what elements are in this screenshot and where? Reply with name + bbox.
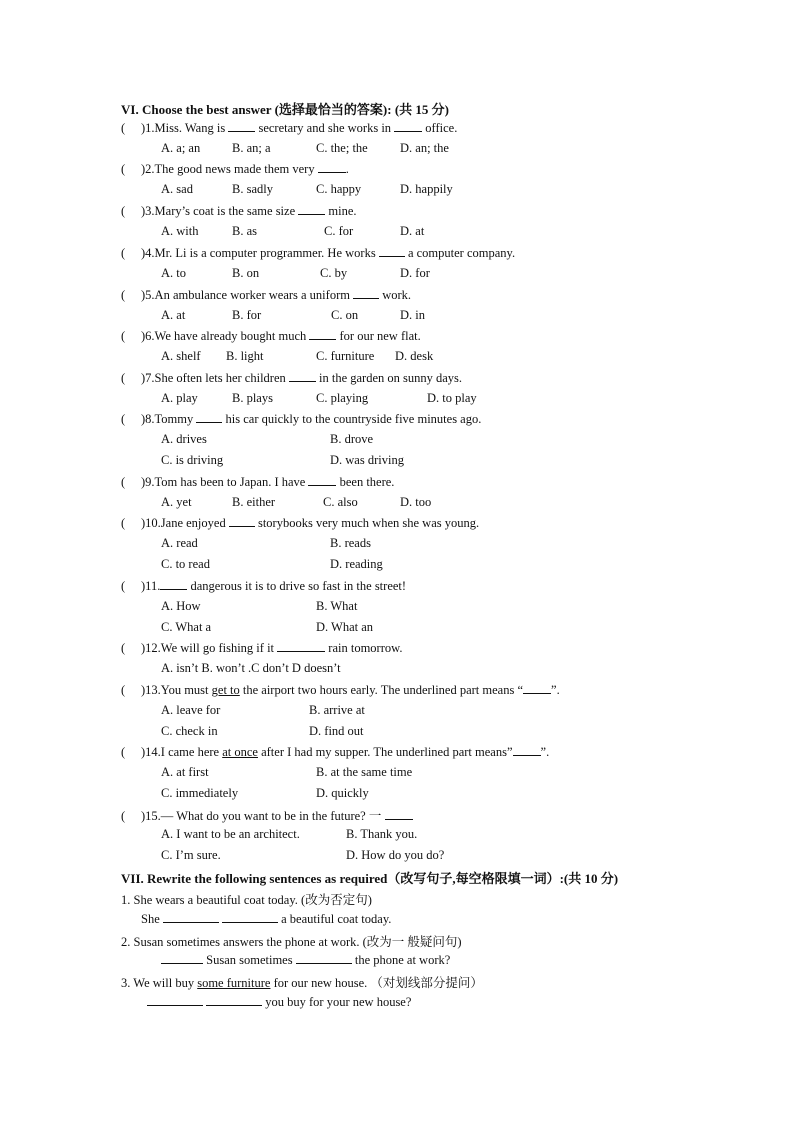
question-text: in the garden on sunny days. — [315, 371, 463, 385]
question-text: the airport two hours early. The underlined part means “ — [239, 683, 524, 697]
answer-blank[interactable] — [298, 203, 325, 215]
rewrite-1-answer — [141, 911, 391, 927]
rewrite-3-answer — [147, 994, 411, 1010]
option-B[interactable]: B. reads — [330, 536, 371, 550]
question-3 — [121, 203, 357, 219]
question-text: Tommy — [154, 412, 197, 426]
question-7 — [121, 370, 462, 386]
option-A[interactable]: A. a; an — [161, 141, 201, 155]
rewrite-3-sentence-suffix: for our new house. （对划线部分提问） — [270, 976, 483, 990]
answer-blank[interactable] — [394, 120, 422, 132]
question-10 — [121, 515, 479, 531]
option-D[interactable]: D. at — [400, 224, 425, 238]
question-text: . — [345, 162, 349, 176]
option-C[interactable]: C. is driving — [161, 453, 224, 467]
answer-paren[interactable]: ( — [121, 412, 126, 426]
answer-paren[interactable]: ( — [121, 516, 126, 530]
answer-paren-close: ) — [141, 329, 146, 343]
question-number: 14. — [145, 745, 161, 759]
option-B[interactable]: B. on — [232, 266, 260, 280]
question-text: Jane enjoyed — [160, 516, 229, 530]
option-C[interactable]: C. furniture — [316, 349, 375, 363]
question-number: 2. — [145, 162, 155, 176]
question-text: mine. — [325, 204, 357, 218]
answer-paren[interactable]: ( — [121, 371, 126, 385]
answer-blank[interactable] — [353, 287, 379, 299]
question-text: for our new flat. — [336, 329, 421, 343]
option-C[interactable]: C. playing — [316, 391, 369, 405]
rewrite-2-sentence: 2. Susan sometimes answers the phone at work. (改为一 般疑问句) — [121, 935, 462, 949]
option-C[interactable]: C. also — [323, 495, 358, 509]
question-text: been there. — [336, 475, 395, 489]
question-9 — [121, 474, 394, 490]
option-B[interactable]: B. as — [232, 224, 257, 238]
question-12 — [121, 640, 402, 656]
option-B[interactable]: B. an; a — [232, 141, 271, 155]
question-text: Miss. Wang is — [154, 121, 229, 135]
question-text: The good news made them very — [154, 162, 318, 176]
option-D[interactable]: D. too — [400, 495, 432, 509]
question-text: An ambulance worker wears a uniform — [154, 288, 354, 302]
answer-blank[interactable] — [161, 952, 203, 964]
answer-blank[interactable] — [228, 120, 255, 132]
answer-paren-close: ) — [141, 745, 146, 759]
question-number: 10. — [145, 516, 161, 530]
answer-blank[interactable] — [163, 911, 219, 923]
question-text: after I had my supper. The underlined part means” — [257, 745, 513, 759]
option-A[interactable]: A. How — [161, 599, 201, 613]
answer-blank[interactable] — [160, 578, 187, 590]
answer-blank[interactable] — [147, 994, 203, 1006]
option-D[interactable]: D. for — [400, 266, 430, 280]
question-8 — [121, 411, 481, 427]
option-C[interactable]: C. on — [331, 308, 359, 322]
question-text: ”. — [540, 745, 550, 759]
question-13 — [121, 682, 560, 698]
option-A[interactable]: A. play — [161, 391, 198, 405]
question-1 — [121, 120, 457, 136]
option-A[interactable]: A. read — [161, 536, 198, 550]
question-14 — [121, 744, 549, 760]
answer-paren-close: ) — [141, 579, 146, 593]
answer-paren-close: ) — [141, 809, 146, 823]
dash: 一 — [368, 809, 385, 823]
answer-paren-close: ) — [141, 475, 146, 489]
option-B[interactable]: B. sadly — [232, 182, 273, 196]
option-C[interactable]: C. I’m sure. — [161, 848, 221, 862]
option-D[interactable]: D. reading — [330, 557, 383, 571]
answer-blank[interactable] — [289, 370, 316, 382]
answer-paren[interactable]: ( — [121, 162, 126, 176]
rewrite-3-underlined-text: some furniture — [197, 976, 271, 990]
answer-paren-close: ) — [141, 162, 146, 176]
question-6 — [121, 328, 421, 344]
underlined-phrase: get to — [211, 683, 240, 697]
answer-paren[interactable]: ( — [121, 745, 126, 759]
question-text: storybooks very much when she was young. — [254, 516, 480, 530]
option-C[interactable]: C. immediately — [161, 786, 239, 800]
rewrite-2-answer-mid: Susan sometimes — [203, 953, 296, 967]
rewrite-3-sentence — [121, 973, 483, 991]
answer-blank[interactable] — [196, 411, 222, 423]
option-D[interactable]: D. quickly — [316, 786, 369, 800]
question-text: secretary and she works in — [255, 121, 395, 135]
option-C[interactable]: C. What a — [161, 620, 212, 634]
option-B[interactable]: B. either — [232, 495, 276, 509]
question-text: ”. — [551, 683, 560, 697]
question-text: work. — [379, 288, 412, 302]
option-D[interactable]: D. find out — [309, 724, 364, 738]
question-text: office. — [422, 121, 458, 135]
answer-blank[interactable] — [513, 744, 541, 756]
answer-blank[interactable] — [318, 161, 346, 173]
question-number: 3. — [145, 204, 155, 218]
question-text: We will go fishing if it — [160, 641, 278, 655]
answer-paren-close: ) — [141, 371, 146, 385]
option-C[interactable]: C. check in — [161, 724, 218, 738]
question-text: We have already bought much — [154, 329, 310, 343]
option-B[interactable]: B. Thank you. — [346, 827, 418, 841]
option-A[interactable]: A. to — [161, 266, 186, 280]
option-A[interactable]: A. with — [161, 224, 199, 238]
answer-paren[interactable]: ( — [121, 809, 126, 823]
option-A[interactable]: A. sad — [161, 182, 193, 196]
answer-blank[interactable] — [523, 682, 551, 694]
question-text: She often lets her children — [154, 371, 289, 385]
rewrite-1-answer-suffix: a beautiful coat today. — [278, 912, 392, 926]
question-4 — [121, 245, 515, 261]
option-B[interactable]: B. drove — [330, 432, 374, 446]
question-text: a computer company. — [404, 246, 516, 260]
question-text: I came here — [160, 745, 223, 759]
answer-blank[interactable] — [222, 911, 278, 923]
underlined-phrase: at once — [222, 745, 258, 759]
question-11 — [121, 578, 406, 594]
option-A[interactable]: A. at — [161, 308, 186, 322]
question-text: Mr. Li is a computer programmer. He works — [154, 246, 379, 260]
question-text: his car quickly to the countryside five minutes ago. — [222, 412, 482, 426]
question-5 — [121, 287, 411, 303]
rewrite-2-answer — [161, 952, 450, 968]
question-number: 15. — [145, 809, 161, 823]
rewrite-3-sentence-prefix: 3. We will buy — [121, 976, 198, 990]
answer-blank[interactable] — [277, 640, 325, 652]
option-D[interactable]: D. What an — [316, 620, 374, 634]
question-number: 12. — [145, 641, 161, 655]
answer-paren[interactable]: ( — [121, 246, 126, 260]
answer-blank[interactable] — [309, 328, 336, 340]
answer-blank[interactable] — [379, 245, 405, 257]
answer-paren[interactable]: ( — [121, 121, 126, 135]
option-A[interactable]: A. leave for — [161, 703, 221, 717]
question-text: dangerous it is to drive so fast in the street! — [187, 579, 407, 593]
answer-blank[interactable] — [385, 808, 413, 820]
rewrite-1-answer-prefix: She — [141, 912, 163, 926]
question-number: 5. — [145, 288, 155, 302]
question-number: 8. — [145, 412, 155, 426]
answer-paren-close: ) — [141, 246, 146, 260]
answer-paren-close: ) — [141, 121, 146, 135]
question-number: 6. — [145, 329, 155, 343]
answer-paren[interactable]: ( — [121, 579, 126, 593]
option-C[interactable]: C. the; the — [316, 141, 368, 155]
rewrite-2-answer-suffix: the phone at work? — [351, 953, 451, 967]
answer-paren-close: ) — [141, 288, 146, 302]
question-15 — [121, 806, 413, 824]
option-D[interactable]: D. to play — [427, 391, 477, 405]
option-D[interactable]: D. happily — [400, 182, 453, 196]
answer-paren[interactable]: ( — [121, 641, 126, 655]
option-D[interactable]: D. was driving — [330, 453, 404, 467]
question-number: 9. — [145, 475, 155, 489]
option-B[interactable]: B. light — [226, 349, 264, 363]
option-B[interactable]: B. arrive at — [309, 703, 365, 717]
answer-paren[interactable]: ( — [121, 204, 126, 218]
option-D[interactable]: D. an; the — [400, 141, 449, 155]
option-A[interactable]: A. at first — [161, 765, 209, 779]
answer-paren-close: ) — [141, 412, 146, 426]
option-D[interactable]: D. desk — [395, 349, 434, 363]
question-2 — [121, 161, 349, 177]
option-C[interactable]: C. happy — [316, 182, 362, 196]
answer-paren-close: ) — [141, 641, 146, 655]
answer-paren-close: ) — [141, 683, 146, 697]
answer-paren[interactable]: ( — [121, 475, 126, 489]
question-text: — What do you want to be in the future? — [160, 809, 369, 823]
answer-blank[interactable] — [229, 515, 255, 527]
rewrite-1-sentence: 1. She wears a beautiful coat today. (改为否定句) — [121, 893, 372, 907]
option-B[interactable]: B. for — [232, 308, 262, 322]
section-6-title: VI. Choose the best answer (选择最恰当的答案): (共 15 分) — [121, 102, 449, 117]
question-number: 11. — [145, 579, 161, 593]
option-A[interactable]: A. yet — [161, 495, 192, 509]
option-C[interactable]: C. for — [324, 224, 354, 238]
question-number: 13. — [145, 683, 161, 697]
option-A[interactable]: A. I want to be an architect. — [161, 827, 300, 841]
option-B[interactable]: B. plays — [232, 391, 273, 405]
section-7-title: VII. Rewrite the following sentences as required（改写句子,每空格限填一词）:(共 10 分) — [121, 871, 619, 886]
question-text: Tom has been to Japan. I have — [154, 475, 309, 489]
option-D[interactable]: D. in — [400, 308, 425, 322]
answer-paren[interactable]: ( — [121, 288, 126, 302]
answer-paren[interactable]: ( — [121, 329, 126, 343]
answer-blank[interactable] — [308, 474, 336, 486]
answer-paren[interactable]: ( — [121, 683, 126, 697]
question-number: 4. — [145, 246, 155, 260]
question-text: You must — [160, 683, 212, 697]
question-text: rain tomorrow. — [325, 641, 403, 655]
options-line: A. isn’t B. won’t .C don’t D doesn’t — [161, 661, 341, 675]
rewrite-3-answer-suffix: you buy for your new house? — [262, 995, 412, 1009]
option-A[interactable]: A. drives — [161, 432, 207, 446]
option-C[interactable]: C. to read — [161, 557, 210, 571]
question-text: Mary’s coat is the same size — [154, 204, 299, 218]
option-C[interactable]: C. by — [320, 266, 348, 280]
option-B[interactable]: B. What — [316, 599, 358, 613]
question-number: 7. — [145, 371, 155, 385]
answer-paren-close: ) — [141, 204, 146, 218]
option-B[interactable]: B. at the same time — [316, 765, 413, 779]
answer-blank[interactable] — [296, 952, 352, 964]
option-D[interactable]: D. How do you do? — [346, 848, 445, 862]
answer-paren-close: ) — [141, 516, 146, 530]
question-number: 1. — [145, 121, 155, 135]
option-A[interactable]: A. shelf — [161, 349, 201, 363]
answer-blank[interactable] — [206, 994, 262, 1006]
